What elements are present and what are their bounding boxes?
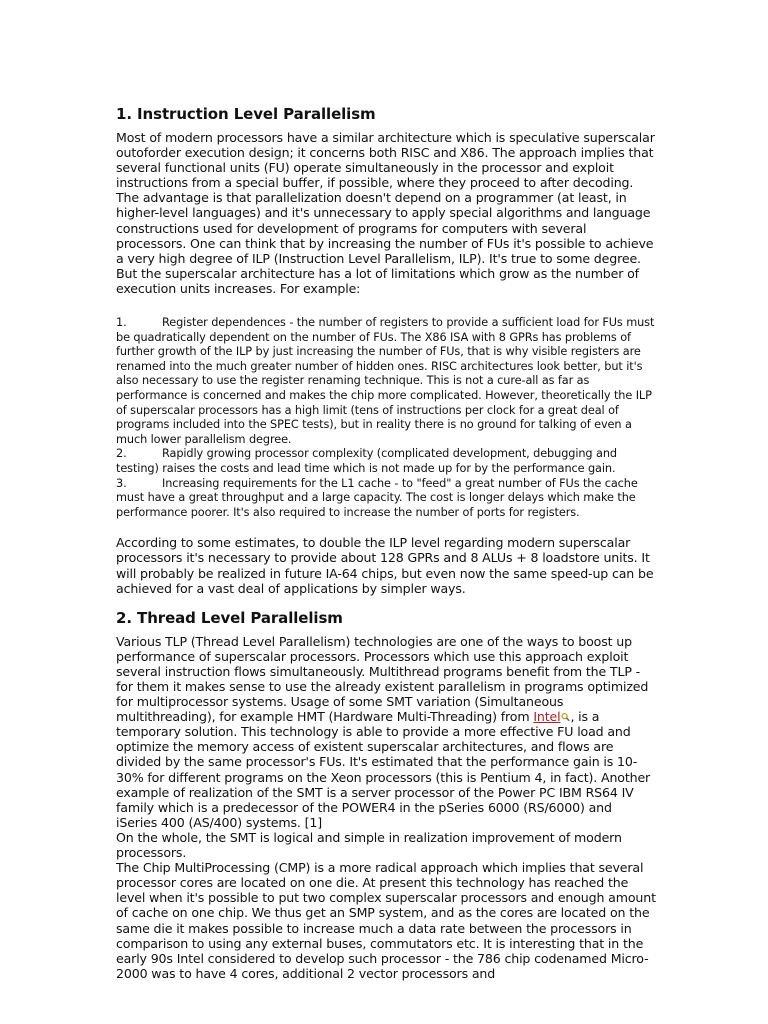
section-heading-tlp: 2. Thread Level Parallelism [116, 608, 343, 627]
tlp-paragraph-2: On the whole, the SMT is logical and simple in realization improvement of modern processors. [116, 829, 622, 861]
list-item-text: Increasing requirements for the L1 cache - to "feed" a great number of FUs the cache must have a great throughput and a large capacity. The cost is longer delays which make the performance poorer. It's also required to increase the number of ports for registers. [116, 476, 638, 519]
list-item [116, 447, 656, 476]
ilp-closing-paragraph: According to some estimates, to double the ILP level regarding modern superscalar processors it's necessary to provide about 128 GPRs and 8 ALUs + 8 loadstore units. It will probably be realized in future IA-64 chips, but even now the same speed-up can be achieved for a vast deal of applications by simpler ways. [116, 535, 654, 596]
ilp-limitations-list [116, 316, 656, 520]
list-item [116, 477, 656, 521]
tlp-text-before-link: Various TLP (Thread Level Parallelism) technologies are one of the ways to boost up performance of superscalar processors. Processors which use this approach exploit several instruction flows simultaneously. Multithread programs benefit from the TLP - for them it makes sense to use the already existent parallelism in programs optimized for multiprocessor systems. Usage of some SMT variation (Simultaneous multithreading), for example HMT (Hardware Multi-Threading) from [116, 633, 649, 725]
list-item-number: 1. [116, 316, 127, 330]
list-item-text: Register dependences - the number of registers to provide a sufficient load for FUs must be quadratically dependent on the number of FUs. The X86 ISA with 8 GPRs has problems of further growth of the ILP by just increasing the number of FUs, that is why visible registers are renamed into the much greater number of hidden ones. RISC architectures look better, but it's also necessary to use the register renaming technique. This is not a cure-all as far as performance is concerned and makes the chip more complicated. However, theoretically the ILP of superscalar processors has a high limit (tens of instructions per clock for a great deal of programs included into the SPEC tests), but in reality there is no ground for talking of even a much lower parallelism degree. [116, 316, 655, 446]
section-heading-ilp: 1. Instruction Level Parallelism [116, 105, 376, 123]
list-item-text: Rapidly growing processor complexity (complicated development, debugging and testing) raises the costs and lead time which is not made up for by the performance gain. [116, 447, 617, 475]
ilp-intro-paragraph: Most of modern processors have a similar architecture which is speculative superscalar outoforder execution design; it concerns both RISC and X86. The approach implies that several functional units (FU) operate simultaneously in the processor and exploit instructions from a special buffer, if possible, where they proceed to after decoding. The advantage is that parallelization doesn't depend on a programmer (at least, in higher-level languages) and it's unnecessary to apply special algorithms and language constructions used for development of programs for computers with several processors. One can think that by increasing the number of FUs it's possible to achieve a very high degree of ILP (Instruction Level Parallelism, ILP). It's true to some degree. But the superscalar architecture has a lot of limitations which grow as the number of execution units increases. For example: [116, 130, 655, 296]
list-item-number: 3. [116, 476, 127, 490]
article-body [116, 105, 656, 981]
tlp-paragraph-3: The Chip MultiProcessing (CMP) is a more radical approach which implies that several processor cores are located on one die. At present this technology has reached the level when it's possible to put two complex superscalar processors and enough amount of cache on one chip. We thus get an SMP system, and as the cores are located on the same die it makes possible to increase much a data rate between the processors in comparison to using any external buses, commutators etc. It is interesting that in the early 90s Intel considered to develop such processor - the 786 chip codenamed Micro-2000 was to have 4 cores, additional 2 vector processors and [116, 860, 656, 981]
list-item-number: 2. [116, 447, 127, 461]
intel-link[interactable]: Intel [533, 709, 561, 725]
list-item [116, 316, 656, 447]
tlp-text-after-link: , is a temporary solution. This technology is able to provide a more effective FU load and optimize the memory access of existent superscalar architectures, and flows are divided by the same processor's FUs. It's estimated that the performance gain is 10-30% for different programs on the Xeon processors (this is Pentium 4, in fact). Another example of realization of the SMT is a server processor of the Power PC IBM RS64 IV family which is a predecessor of the POWER4 in the pSeries 6000 (RS/6000) and iSeries 400 (AS/400) systems. [1] [116, 709, 651, 830]
tlp-paragraph-1 [116, 634, 656, 830]
